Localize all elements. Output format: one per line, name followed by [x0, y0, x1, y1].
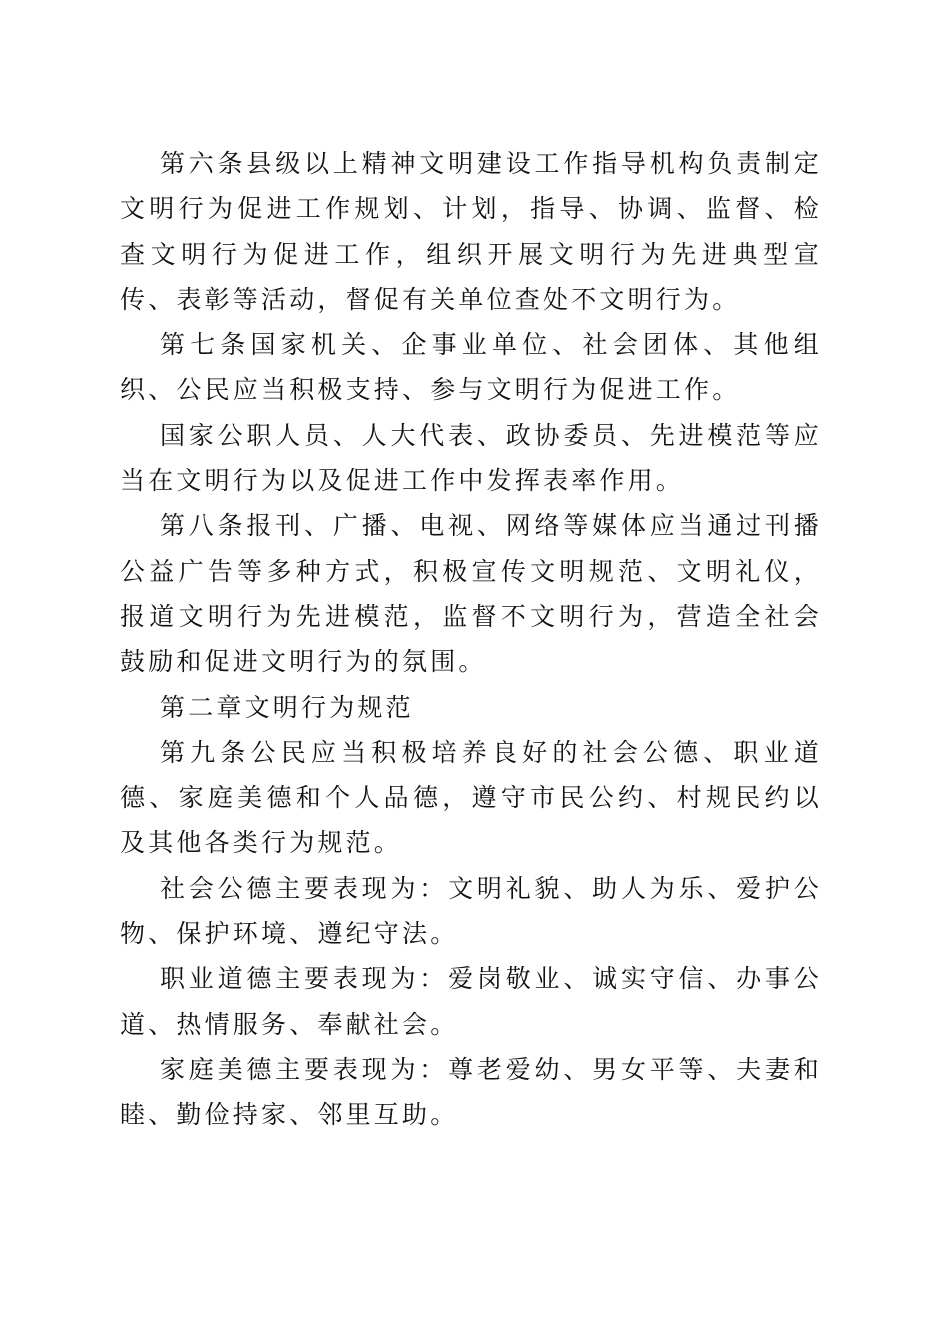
article-9-paragraph: 第九条公民应当积极培养良好的社会公德、职业道德、家庭美德和个人品德，遵守市民公约、村规民约以及其他各类行为规范。	[120, 737, 822, 858]
article-8-paragraph: 第八条报刊、广播、电视、网络等媒体应当通过刊播公益广告等多种方式，积极宣传文明规范、文明礼仪，报道文明行为先进模范，监督不文明行为，营造全社会鼓励和促进文明行为的氛围。	[120, 511, 822, 677]
public-officials-paragraph: 国家公职人员、人大代表、政协委员、先进模范等应当在文明行为以及促进工作中发挥表率作用。	[120, 420, 822, 496]
social-ethics-paragraph: 社会公德主要表现为：文明礼貌、助人为乐、爱护公物、保护环境、遵纪守法。	[120, 873, 822, 949]
document-body	[120, 141, 822, 1138]
article-7-paragraph: 第七条国家机关、企事业单位、社会团体、其他组织、公民应当积极支持、参与文明行为促进工作。	[120, 330, 822, 405]
family-virtues-paragraph: 家庭美德主要表现为：尊老爱幼、男女平等、夫妻和睦、勤俭持家、邻里互助。	[120, 1054, 822, 1130]
article-6-paragraph: 第六条县级以上精神文明建设工作指导机构负责制定文明行为促进工作规划、计划，指导、协调、监督、检查文明行为促进工作，组织开展文明行为先进典型宣传、表彰等活动，督促有关单位查处不文明行为。	[120, 149, 822, 314]
professional-ethics-paragraph: 职业道德主要表现为：爱岗敬业、诚实守信、办事公道、热情服务、奉献社会。	[120, 964, 822, 1039]
chapter-2-heading: 第二章文明行为规范	[160, 692, 414, 722]
